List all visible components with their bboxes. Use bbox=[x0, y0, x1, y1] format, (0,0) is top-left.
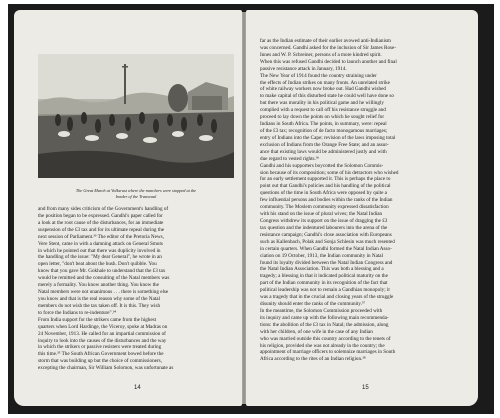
text-line: 24 November, 1913. He called for an impartial commission of bbox=[38, 330, 166, 337]
text-line: such as Kallenbach, Polak and Sonja Schlesin was much resented bbox=[260, 238, 395, 245]
text-line: passive resistance attack in January, 1914. bbox=[260, 65, 347, 72]
text-line: exclusion of Indians from the Orange Free State; and an assur- bbox=[260, 141, 389, 148]
text-line: you know and that is the real reason why some of the Natal bbox=[38, 295, 160, 302]
text-line: tragedy; a blessing in that it indicated political maturity on the bbox=[260, 273, 388, 280]
text-line: and from many sides criticism of the Government's handling of bbox=[38, 206, 169, 212]
text-line: questions of the time in South Africa were opposed by quite a bbox=[260, 190, 387, 197]
text-line: its inquiry and came up with the following main recommenda- bbox=[260, 314, 389, 321]
text-line: Vere Stent, came in with a damning attack on General Smuts bbox=[38, 240, 163, 247]
text-line: excepting the chairman, Sir William Solomon, was unfortunate as bbox=[38, 365, 174, 372]
page-number: 15 bbox=[362, 385, 369, 391]
text-line: tions: the abolition of the £3 tax in Natal; the admission, along bbox=[260, 321, 389, 328]
text-line: ciation on 19 October, 1913, the Indian community in Natal bbox=[260, 252, 383, 259]
historical-photograph bbox=[38, 54, 234, 178]
text-line: ance that existing laws would be administered justly and with bbox=[260, 148, 387, 155]
text-line: sion because of its composition; some of his detractors who wished bbox=[260, 169, 399, 176]
caption-line: border of the Transvaal bbox=[115, 193, 157, 199]
text-line: entry of Indians into the Cape; revision of the laws imposing total bbox=[260, 134, 396, 141]
text-line: with his stand on the issue of plural wives; the Natal Indian bbox=[260, 211, 383, 218]
text-line: In the meantime, the Solomon Commission proceeded with bbox=[260, 307, 383, 314]
text-line: appointment of marriage officers to solemnize marriages in South bbox=[260, 349, 396, 356]
text-line: suspension of the £3 tax and for its ultimate repeal during the bbox=[38, 226, 165, 233]
text-line: to force the Indians to re-indenture".³⁴ bbox=[38, 309, 117, 316]
text-line: the effects of Indian strikes on many fronts. An unrelated strike bbox=[260, 79, 390, 86]
text-line: few influential persons and bodies within the ranks of the Indian bbox=[260, 197, 393, 204]
text-line: the position began to be expressed. Gandhi's paper called for bbox=[38, 212, 163, 219]
text-line: for an early settlement supported it. This is perhaps the place to bbox=[260, 176, 391, 183]
text-line: who was married outside this country according to the tenets of bbox=[260, 335, 391, 342]
text-line: in which the strikers or passive resisters were treated during bbox=[38, 344, 162, 351]
text-line: Africa according to the rites of an Indian religion.³⁸ bbox=[260, 356, 366, 363]
text-line: Innes and W. P. Schreiner, persons of a more kindred spirit. bbox=[260, 51, 382, 58]
text-line: Indians in South Africa. The points, in summary, were: repeal bbox=[260, 121, 387, 128]
text-line: When this was refused Gandhi decided to launch another and final bbox=[260, 58, 397, 65]
page-number: 14 bbox=[134, 385, 141, 391]
text-line: this time.³⁵ The South African Government bowed before the bbox=[38, 351, 164, 358]
photo-caption bbox=[38, 188, 234, 199]
text-line: From India support for the strikers came from the highest bbox=[38, 316, 157, 323]
text-line: but there was morality in his political game and he willingly bbox=[260, 100, 384, 107]
text-line: due regard to vested rights.³⁶ bbox=[260, 155, 320, 162]
text-line: storm that was building up but the choice of commissioners, bbox=[38, 358, 162, 365]
text-line: proceed to lay down the points on which he sought relief for bbox=[260, 114, 385, 121]
photo-scene-icon bbox=[38, 54, 234, 178]
left-page bbox=[14, 10, 242, 406]
text-line: political leadership was not to remain a Gandhian monopoly; it bbox=[260, 287, 390, 294]
text-line: open letter, "don't beat about the bush. Don't quibble. You bbox=[38, 261, 157, 268]
left-body-text bbox=[38, 206, 173, 372]
text-line: far as the Indian estimate of their earlier avowed anti-Indianism bbox=[260, 38, 391, 44]
text-line: would be remitted and the consulting of the Natal members was bbox=[38, 275, 170, 282]
text-line: his religion, provided she was not already in the country; the bbox=[260, 342, 385, 349]
right-body-text bbox=[260, 38, 399, 363]
text-line: Gandhi and his supporters boycotted the Solomon Commis- bbox=[260, 162, 384, 169]
text-line: to make capital of this disturbed state he could well have done so bbox=[260, 93, 394, 100]
text-line: disunity should enter the ranks of the community.³⁷ bbox=[260, 301, 366, 308]
text-line: a look at the root cause of the disturbances, for an immediate bbox=[38, 219, 164, 226]
text-line: merely a formality. You know another thing. You know the bbox=[38, 282, 159, 289]
text-line: Congress withdrew its support on the issue of dragging the £3 bbox=[260, 217, 388, 224]
text-line: know that you gave Mr. Gokhale to understand that the £3 tax bbox=[38, 268, 166, 275]
text-line: members do not wish the tax taken off. It is this. They wish bbox=[38, 302, 161, 309]
text-line: the Natal Indian Association. This was both a blessing and a bbox=[260, 266, 384, 273]
text-line: in certain quarters. When Gandhi formed the Natal Indian Asso- bbox=[260, 245, 392, 252]
caption-line: The Great March at Volksrust where the marchers were stopped at the bbox=[75, 188, 197, 193]
text-line: with her children, of one wife in the case of any Indian bbox=[260, 328, 373, 335]
text-line: of the £3 tax; recognition of de facto monogamous marriages; bbox=[260, 127, 388, 134]
text-line: community. The Moslem community expressed dissatisfaction bbox=[260, 204, 389, 211]
text-line: resistance campaign; Gandhi's close association with Europeans bbox=[260, 231, 392, 238]
text-line: part of the Indian community in its recognition of the fact that bbox=[260, 280, 388, 287]
text-line: was concerned. Gandhi asked for the inclusion of Sir James Rose- bbox=[260, 44, 397, 51]
text-line: the handling of the issue: "My dear General", he wrote in an bbox=[38, 254, 162, 261]
text-line: inquiry to look into the causes of the disturbances and the way bbox=[38, 337, 167, 344]
text-line: Natal members were not unanimous . . . there is something else bbox=[38, 289, 169, 296]
text-line: The New Year of 1914 found the country straining under bbox=[260, 72, 377, 79]
text-line: next session of Parliament.³³ The editor of the Pretoria News, bbox=[38, 233, 164, 240]
text-line: quarters when Lord Hardinge, the Viceroy, spoke at Madras on bbox=[38, 323, 168, 330]
text-line: was a tragedy that in the crucial and closing years of the struggle bbox=[260, 294, 394, 301]
text-line: in which he pointed out that there was duplicity involved in bbox=[38, 247, 161, 254]
text-line: of white railway workers now broke out. Had Gandhi wished bbox=[260, 86, 386, 93]
right-page bbox=[246, 10, 478, 406]
text-line: tax question and the indentured labourers into the arena of the bbox=[260, 224, 388, 231]
text-line: point out that Gandhi's policies and his handling of the political bbox=[260, 183, 391, 190]
text-line: found its loyalty divided between the Natal Indian Congress and bbox=[260, 259, 393, 266]
text-line: complied with a request to call off his resistance struggle and bbox=[260, 107, 386, 114]
